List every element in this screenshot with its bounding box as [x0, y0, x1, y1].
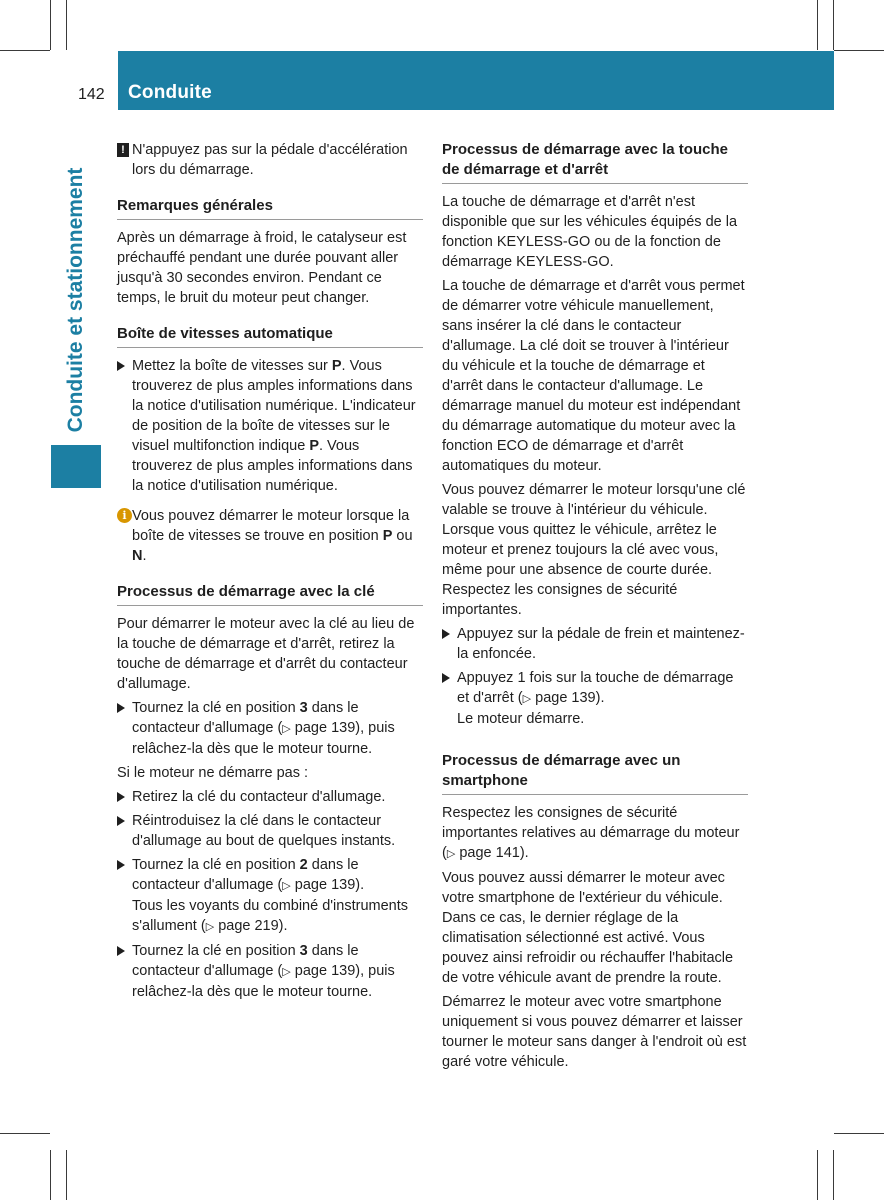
page-reference-link[interactable]: page 139), puis relâchez-la dès que le moteur tourne.: [132, 963, 395, 1000]
bullet-arrow-icon: [117, 703, 125, 713]
bullet-arrow-icon: [117, 816, 125, 826]
right-column: [442, 140, 748, 1076]
info-note: i Vous pouvez démarrer le moteur lorsque la boîte de vitesses se trouve en position P ou N.: [117, 506, 423, 566]
warning-note: [117, 140, 423, 180]
bullet-arrow-icon: [442, 629, 450, 639]
heading-start-with-smartphone: Processus de démarrage avec un smartphone: [442, 751, 748, 795]
bullet-arrow-icon: [117, 860, 125, 870]
header-bar: [118, 51, 834, 110]
page-reference-link[interactable]: page 141).: [459, 845, 529, 861]
page-reference-link[interactable]: page 139).: [535, 690, 605, 706]
page-reference-link[interactable]: page 139), puis relâchez-la dès que le moteur tourne.: [132, 720, 395, 757]
paragraph: Après un démarrage à froid, le catalyseur est préchauffé pendant une durée pouvant aller jusqu'à 30 secondes environ. Pendant ce temps, le bruit du moteur peut changer.: [117, 230, 407, 306]
list-item: Tournez la clé en position 2 dans le contacteur d'allumage (▷ page 139). Tous les voyants du combiné d'instruments s'allument (▷ page 219).: [117, 855, 423, 937]
page-ref-triangle-icon: ▷: [282, 880, 291, 892]
list-item: Tournez la clé en position 3 dans le contacteur d'allumage (▷ page 139), puis relâchez-la dès que le moteur tourne.: [117, 941, 423, 1002]
side-chapter-label: Conduite et stationnement: [64, 167, 87, 433]
list-item: Retirez la clé du contacteur d'allumage.: [117, 787, 423, 807]
paragraph: Démarrez le moteur avec votre smartphone uniquement si vous pouvez démarrer et laisser tourner le moteur sans danger à l'endroit où est garé votre véhicule.: [442, 994, 747, 1070]
list-item: Mettez la boîte de vitesses sur P. Vous trouverez de plus amples informations dans la notice d'utilisation numérique. L'indicateur de position de la boîte de vitesses sur le visuel multifonction indique P. Vous trouverez de plus amples informations dans la notice d'utilisation numérique.: [117, 356, 423, 496]
page-reference-link[interactable]: page 219).: [218, 918, 288, 934]
bullet-arrow-icon: [117, 946, 125, 956]
list-item: Appuyez sur la pédale de frein et maintenez-la enfoncée.: [442, 624, 748, 664]
crop-mark: [50, 1150, 51, 1200]
crop-mark: [817, 1150, 818, 1200]
paragraph: La touche de démarrage et d'arrêt n'est disponible que sur les véhicules équipés de la fonction KEYLESS-GO ou de la fonction de démarrage KEYLESS-GO.: [442, 194, 738, 270]
side-tab-marker: [51, 445, 101, 488]
left-column: [117, 140, 423, 1006]
crop-mark: [66, 1150, 67, 1200]
heading-automatic-gearbox: Boîte de vitesses automatique: [117, 324, 423, 348]
crop-mark: [66, 0, 67, 50]
crop-mark: [817, 0, 818, 50]
crop-mark: [833, 1150, 834, 1200]
page-ref-triangle-icon: ▷: [446, 848, 456, 860]
page-ref-triangle-icon: ▷: [282, 723, 291, 735]
paragraph: Respectez les consignes de sécurité importantes relatives au démarrage du moteur (▷ page 141).: [442, 805, 740, 861]
page-number: 142: [78, 86, 105, 103]
paragraph: Vous pouvez aussi démarrer le moteur avec votre smartphone de l'extérieur du véhicule. Dans ce cas, le dernier réglage de la climatisation sélectionné est activé. Vous pouvez ainsi refroidir ou réchauffer l'habitacle de votre véhicule avant de prendre la route.: [442, 870, 734, 986]
heading-general: Remarques générales: [117, 196, 423, 220]
section-title: Conduite: [128, 82, 212, 103]
list-item: Tournez la clé en position 3 dans le contacteur d'allumage (▷ page 139), puis relâchez-la dès que le moteur tourne.: [117, 698, 423, 759]
heading-start-with-key: Processus de démarrage avec la clé: [117, 582, 423, 606]
crop-mark: [0, 1133, 50, 1134]
warning-text: N'appuyez pas sur la pédale d'accélération lors du démarrage.: [132, 142, 408, 178]
warning-icon: !: [117, 143, 129, 157]
crop-mark: [834, 1133, 884, 1134]
paragraph: Vous pouvez démarrer le moteur lorsqu'une clé valable se trouve à l'intérieur du véhicule. Lorsque vous quittez le véhicule, arrêtez le moteur et prenez toujours la clé avec vous, même pour une absence de courte durée. Respectez les consignes de sécurité importantes.: [442, 482, 746, 618]
crop-mark: [0, 50, 50, 51]
list-item: Appuyez 1 fois sur la touche de démarrage et d'arrêt (▷ page 139). Le moteur démarre.: [442, 668, 748, 729]
bullet-arrow-icon: [117, 361, 125, 371]
paragraph: La touche de démarrage et d'arrêt vous permet de démarrer votre véhicule manuellement, sans insérer la clé dans le contacteur d'allumage. La clé doit se trouver à l'intérieur du véhicule et la touche de démarrage et d'arrêt dans le contacteur d'allumage. Le démarrage manuel du moteur est indépendant du démarrage automatique du moteur avec la fonction ECO de démarrage et d'arrêt automatiques du moteur.: [442, 278, 745, 474]
crop-mark: [834, 50, 884, 51]
page-reference-link[interactable]: page 139).: [294, 877, 365, 893]
page-ref-triangle-icon: ▷: [522, 693, 532, 705]
list-item: Réintroduisez la clé dans le contacteur d'allumage au bout de quelques instants.: [117, 811, 423, 851]
paragraph: Si le moteur ne démarre pas :: [117, 765, 309, 781]
page-ref-triangle-icon: ▷: [282, 966, 291, 978]
heading-start-with-button: Processus de démarrage avec la touche de démarrage et d'arrêt: [442, 140, 748, 184]
crop-mark: [833, 0, 834, 50]
bullet-arrow-icon: [442, 673, 450, 683]
info-icon: i: [117, 508, 132, 523]
page-ref-triangle-icon: ▷: [205, 921, 215, 933]
bullet-arrow-icon: [117, 792, 125, 802]
crop-mark: [50, 0, 51, 50]
paragraph: Pour démarrer le moteur avec la clé au lieu de la touche de démarrage et d'arrêt, retirez la touche de démarrage et d'arrêt du contacteur d'allumage.: [117, 616, 415, 692]
